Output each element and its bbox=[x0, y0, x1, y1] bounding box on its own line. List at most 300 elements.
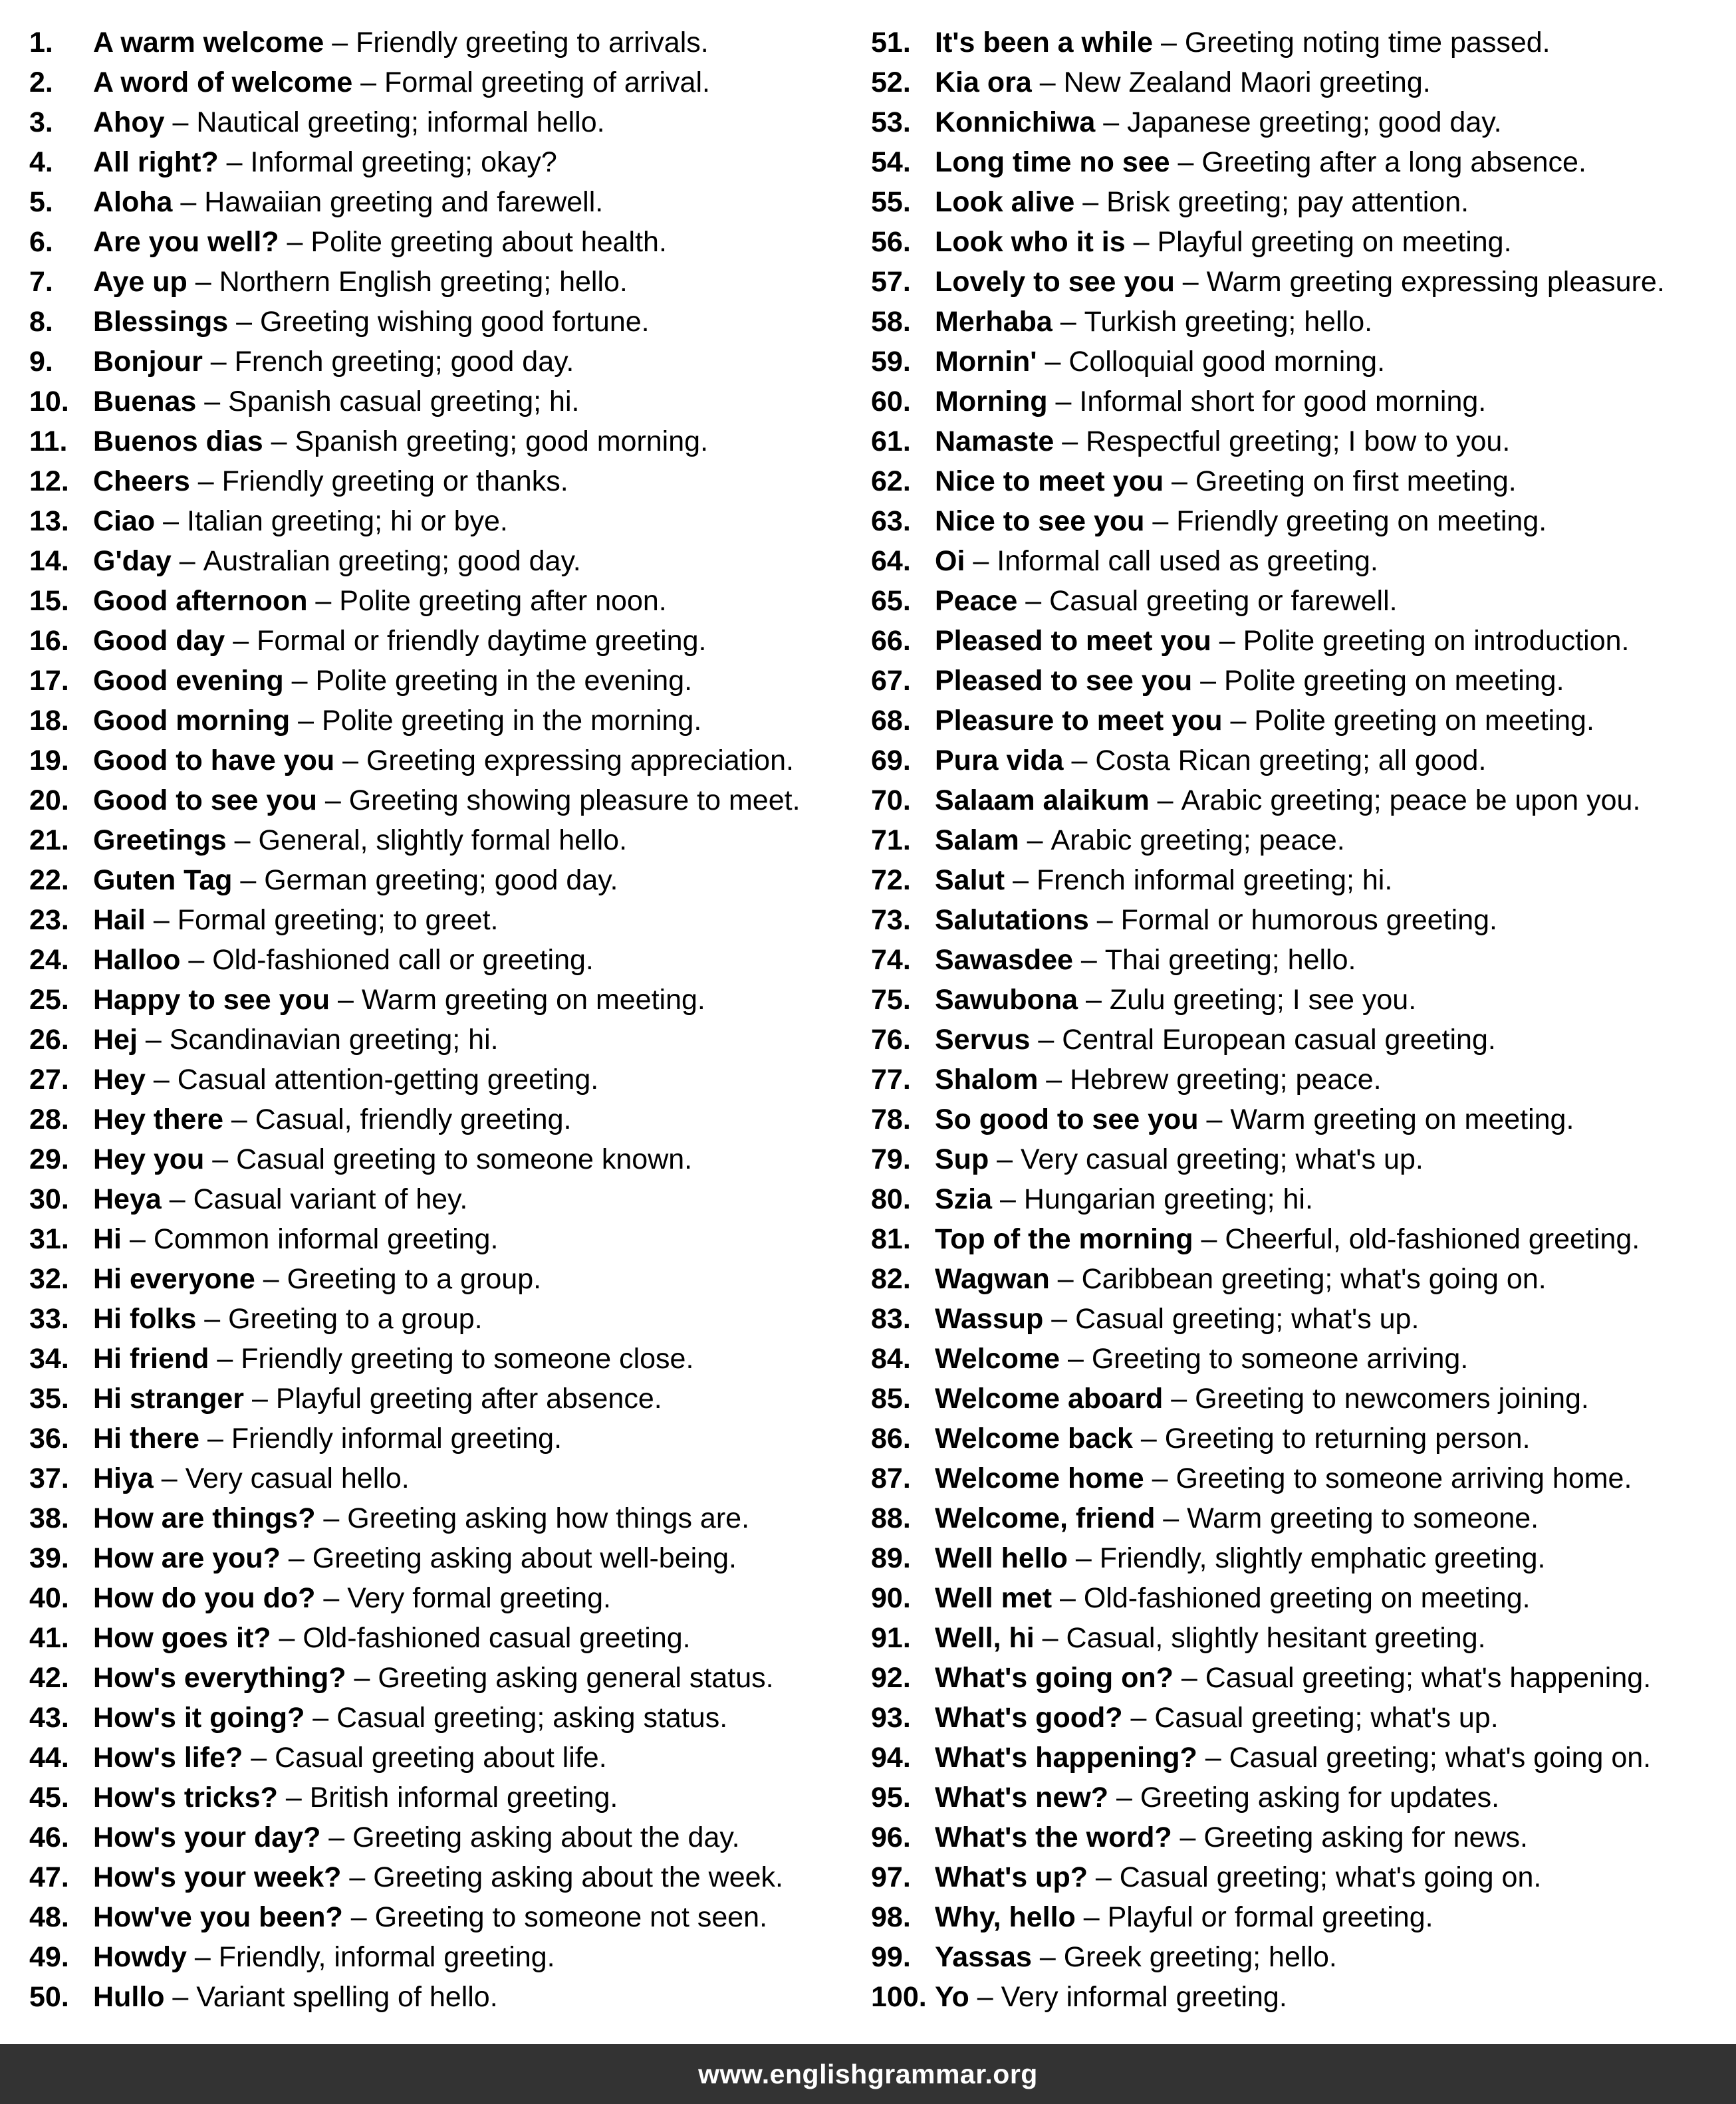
entry-separator: – bbox=[199, 1423, 231, 1455]
entry-term: Mornin' bbox=[935, 346, 1037, 378]
greeting-entry bbox=[29, 464, 854, 504]
entry-definition: Greeting to someone not seen. bbox=[374, 1901, 768, 1933]
entry-definition: Greeting asking about well-being. bbox=[312, 1542, 737, 1574]
entry-number: 54. bbox=[871, 146, 911, 178]
greeting-entry bbox=[29, 1820, 854, 1860]
entry-term: Hi there bbox=[93, 1423, 200, 1455]
greeting-entry bbox=[29, 265, 854, 304]
entry-term: How's your day? bbox=[93, 1821, 321, 1853]
entry-term: Long time no see bbox=[935, 146, 1170, 178]
entry-definition: Polite greeting on meeting. bbox=[1254, 705, 1594, 737]
greeting-entry bbox=[29, 1940, 854, 1980]
entry-definition: Greeting expressing appreciation. bbox=[366, 745, 794, 776]
greeting-entry bbox=[871, 384, 1729, 424]
entry-separator: – bbox=[232, 864, 265, 896]
entry-term: Servus bbox=[935, 1024, 1031, 1056]
entry-separator: – bbox=[1095, 106, 1128, 138]
entry-term: Hi everyone bbox=[93, 1263, 255, 1295]
greeting-entry bbox=[871, 1182, 1729, 1222]
entry-term: What's happening? bbox=[935, 1742, 1197, 1774]
greeting-entry bbox=[871, 863, 1729, 903]
entry-separator: – bbox=[1155, 1502, 1187, 1534]
greeting-entry bbox=[871, 1740, 1729, 1780]
entry-separator: – bbox=[352, 66, 385, 98]
entry-term: Guten Tag bbox=[93, 864, 233, 896]
entry-separator: – bbox=[1172, 1821, 1204, 1853]
entry-definition: Informal short for good morning. bbox=[1079, 386, 1487, 417]
entry-number: 23. bbox=[29, 904, 69, 936]
entry-separator: – bbox=[1192, 665, 1224, 697]
entry-term: How's everything? bbox=[93, 1662, 346, 1694]
entry-definition: Greeting showing pleasure to meet. bbox=[348, 784, 801, 816]
entry-number: 57. bbox=[871, 266, 911, 298]
entry-number: 11. bbox=[29, 425, 68, 457]
entry-definition: Friendly, informal greeting. bbox=[218, 1941, 555, 1973]
greeting-entry bbox=[29, 1780, 854, 1820]
entry-definition: Nautical greeting; informal hello. bbox=[196, 106, 605, 138]
entry-term: What's new? bbox=[935, 1782, 1109, 1813]
greeting-entry bbox=[29, 584, 854, 624]
entry-separator: – bbox=[1005, 864, 1037, 896]
entry-separator: – bbox=[305, 1702, 337, 1734]
entry-definition: Friendly greeting to arrivals. bbox=[356, 27, 709, 58]
greeting-entry bbox=[871, 544, 1729, 584]
entry-term: Hey you bbox=[93, 1143, 205, 1175]
entry-number: 74. bbox=[871, 944, 911, 976]
entry-number: 41. bbox=[29, 1622, 69, 1654]
entry-number: 37. bbox=[29, 1462, 69, 1494]
entry-number: 84. bbox=[871, 1343, 911, 1375]
greeting-entry bbox=[871, 185, 1729, 225]
entry-number: 82. bbox=[871, 1263, 911, 1295]
entry-term: How's life? bbox=[93, 1742, 243, 1774]
entry-number: 92. bbox=[871, 1662, 911, 1694]
greeting-entry bbox=[871, 1102, 1729, 1142]
entry-separator: – bbox=[1031, 66, 1064, 98]
greetings-column-left bbox=[29, 25, 854, 2020]
entry-definition: Casual attention-getting greeting. bbox=[177, 1064, 599, 1096]
entry-term: Namaste bbox=[935, 425, 1054, 457]
greeting-entry bbox=[871, 703, 1729, 743]
entry-term: Hail bbox=[93, 904, 146, 936]
greeting-entry bbox=[29, 1980, 854, 2020]
entry-separator: – bbox=[1144, 1462, 1176, 1494]
entry-separator: – bbox=[1019, 824, 1051, 856]
entry-definition: Friendly informal greeting. bbox=[231, 1423, 562, 1455]
entry-definition: Formal or friendly daytime greeting. bbox=[257, 625, 707, 657]
entry-number: 33. bbox=[29, 1303, 69, 1335]
greeting-entry bbox=[29, 1860, 854, 1900]
entry-definition: German greeting; good day. bbox=[264, 864, 618, 896]
entry-separator: – bbox=[1144, 505, 1177, 537]
entry-term: Howdy bbox=[93, 1941, 187, 1973]
entry-separator: – bbox=[1075, 1901, 1108, 1933]
greeting-entry bbox=[871, 304, 1729, 344]
entry-number: 50. bbox=[29, 1981, 69, 2013]
entry-term: Kia ora bbox=[935, 66, 1032, 98]
entry-definition: Australian greeting; good day. bbox=[203, 545, 581, 577]
entry-number: 36. bbox=[29, 1423, 69, 1455]
entry-number: 17. bbox=[29, 665, 69, 697]
entry-term: How've you been? bbox=[93, 1901, 343, 1933]
entry-separator: – bbox=[145, 904, 178, 936]
entry-separator: – bbox=[255, 1263, 287, 1295]
entry-definition: Greeting wishing good fortune. bbox=[259, 306, 650, 338]
entry-number: 78. bbox=[871, 1104, 911, 1135]
entry-number: 93. bbox=[871, 1702, 911, 1734]
entry-term: Merhaba bbox=[935, 306, 1053, 338]
entry-term: Look who it is bbox=[935, 226, 1126, 258]
entry-separator: – bbox=[244, 1383, 276, 1415]
greeting-entry bbox=[871, 1541, 1729, 1581]
greeting-entry bbox=[29, 1182, 854, 1222]
entry-separator: – bbox=[1122, 1702, 1155, 1734]
entry-term: Halloo bbox=[93, 944, 181, 976]
entry-term: How goes it? bbox=[93, 1622, 271, 1654]
entry-number: 44. bbox=[29, 1742, 69, 1774]
entry-number: 31. bbox=[29, 1223, 69, 1255]
greeting-entry bbox=[871, 1940, 1729, 1980]
entry-separator: – bbox=[204, 1143, 237, 1175]
entry-definition: Greeting to a group. bbox=[287, 1263, 542, 1295]
entry-definition: Casual, slightly hesitant greeting. bbox=[1066, 1622, 1486, 1654]
greeting-entry bbox=[871, 743, 1729, 783]
entry-term: Well hello bbox=[935, 1542, 1068, 1574]
entry-number: 81. bbox=[871, 1223, 911, 1255]
greeting-entry bbox=[29, 1700, 854, 1740]
entry-number: 6. bbox=[29, 226, 53, 258]
greeting-entry bbox=[29, 1062, 854, 1102]
entry-term: Salutations bbox=[935, 904, 1089, 936]
entry-term: Top of the morning bbox=[935, 1223, 1193, 1255]
entry-definition: Greeting asking how things are. bbox=[347, 1502, 750, 1534]
entry-number: 4. bbox=[29, 146, 53, 178]
entry-definition: Casual greeting to someone known. bbox=[236, 1143, 693, 1175]
entry-number: 95. bbox=[871, 1782, 911, 1813]
entry-separator: – bbox=[1031, 1941, 1064, 1973]
greeting-entry bbox=[871, 1262, 1729, 1302]
entry-separator: – bbox=[277, 1782, 310, 1813]
entry-term: Hi bbox=[93, 1223, 122, 1255]
greeting-entry bbox=[29, 424, 854, 464]
greeting-entry bbox=[871, 1342, 1729, 1381]
entry-term: How are you? bbox=[93, 1542, 281, 1574]
entry-number: 20. bbox=[29, 784, 69, 816]
greeting-entry bbox=[29, 1262, 854, 1302]
entry-definition: Friendly, slightly emphatic greeting. bbox=[1099, 1542, 1546, 1574]
entry-number: 94. bbox=[871, 1742, 911, 1774]
entry-definition: Hawaiian greeting and farewell. bbox=[204, 186, 604, 218]
entry-separator: – bbox=[320, 1821, 353, 1853]
entry-number: 45. bbox=[29, 1782, 69, 1813]
entry-number: 76. bbox=[871, 1024, 911, 1056]
greeting-entry bbox=[871, 344, 1729, 384]
entry-definition: Cheerful, old-fashioned greeting. bbox=[1225, 1223, 1640, 1255]
entry-number: 7. bbox=[29, 266, 53, 298]
entry-separator: – bbox=[145, 1064, 178, 1096]
entry-definition: Very casual hello. bbox=[185, 1462, 410, 1494]
greeting-entry bbox=[29, 983, 854, 1022]
entry-number: 27. bbox=[29, 1064, 69, 1096]
entry-separator: – bbox=[1088, 904, 1121, 936]
entry-term: Hiya bbox=[93, 1462, 154, 1494]
entry-definition: Formal greeting of arrival. bbox=[384, 66, 710, 98]
entry-definition: Casual, friendly greeting. bbox=[255, 1104, 572, 1135]
entry-definition: Warm greeting to someone. bbox=[1187, 1502, 1539, 1534]
greeting-entry bbox=[871, 1661, 1729, 1700]
entry-number: 99. bbox=[871, 1941, 911, 1973]
greeting-entry bbox=[871, 1461, 1729, 1501]
entry-separator: – bbox=[283, 665, 316, 697]
entry-term: How do you do? bbox=[93, 1582, 316, 1614]
entry-definition: Greek greeting; hello. bbox=[1063, 1941, 1337, 1973]
entry-separator: – bbox=[1030, 1024, 1062, 1056]
entry-separator: – bbox=[1060, 1343, 1092, 1375]
entry-separator: – bbox=[290, 705, 322, 737]
entry-definition: Polite greeting in the morning. bbox=[321, 705, 702, 737]
greetings-column-right bbox=[871, 25, 1729, 2020]
entry-term: Pleasure to meet you bbox=[935, 705, 1223, 737]
entry-definition: Polite greeting on meeting. bbox=[1223, 665, 1564, 697]
entry-term: How's it going? bbox=[93, 1702, 305, 1734]
entry-separator: – bbox=[316, 784, 349, 816]
entry-separator: – bbox=[334, 745, 366, 776]
greeting-entry bbox=[871, 1700, 1729, 1740]
entry-term: Buenos dias bbox=[93, 425, 263, 457]
entry-term: Hullo bbox=[93, 1981, 165, 2013]
entry-definition: Old-fashioned greeting on meeting. bbox=[1083, 1582, 1531, 1614]
entry-term: What's good? bbox=[935, 1702, 1123, 1734]
greeting-entry bbox=[29, 344, 854, 384]
entry-number: 87. bbox=[871, 1462, 911, 1494]
greeting-entry bbox=[871, 1022, 1729, 1062]
entry-separator: – bbox=[279, 226, 311, 258]
entry-separator: – bbox=[1149, 784, 1181, 816]
entry-definition: Casual greeting about life. bbox=[275, 1742, 607, 1774]
entry-definition: Thai greeting; hello. bbox=[1104, 944, 1356, 976]
entry-separator: – bbox=[1164, 465, 1195, 497]
entry-term: All right? bbox=[93, 146, 219, 178]
greeting-entry bbox=[29, 1541, 854, 1581]
greeting-entry bbox=[29, 663, 854, 703]
entry-separator: – bbox=[1132, 1423, 1165, 1455]
entry-number: 61. bbox=[871, 425, 911, 457]
greeting-entry bbox=[871, 1581, 1729, 1621]
entry-number: 75. bbox=[871, 984, 911, 1016]
entry-separator: – bbox=[1067, 1542, 1100, 1574]
entry-term: Shalom bbox=[935, 1064, 1039, 1096]
entry-separator: – bbox=[196, 386, 229, 417]
entry-definition: Greeting to a group. bbox=[228, 1303, 483, 1335]
entry-term: Sawubona bbox=[935, 984, 1078, 1016]
entry-number: 86. bbox=[871, 1423, 911, 1455]
entry-number: 16. bbox=[29, 625, 69, 657]
entry-separator: – bbox=[1174, 266, 1207, 298]
entry-separator: – bbox=[202, 346, 235, 378]
greeting-entry bbox=[871, 1900, 1729, 1940]
entry-term: Pleased to meet you bbox=[935, 625, 1211, 657]
entry-definition: Friendly greeting to someone close. bbox=[241, 1343, 694, 1375]
entry-number: 21. bbox=[29, 824, 69, 856]
entry-definition: Greeting asking about the week. bbox=[373, 1861, 783, 1893]
entry-separator: – bbox=[226, 824, 259, 856]
entry-separator: – bbox=[1037, 346, 1069, 378]
entry-definition: New Zealand Maori greeting. bbox=[1063, 66, 1431, 98]
greeting-entry bbox=[29, 1342, 854, 1381]
entry-number: 77. bbox=[871, 1064, 911, 1096]
greeting-entry bbox=[871, 823, 1729, 863]
entry-separator: – bbox=[161, 1183, 193, 1215]
entry-number: 24. bbox=[29, 944, 69, 976]
entry-number: 58. bbox=[871, 306, 911, 338]
entry-separator: – bbox=[228, 306, 260, 338]
entry-separator: – bbox=[153, 1462, 186, 1494]
entry-term: What's the word? bbox=[935, 1821, 1172, 1853]
entry-definition: Spanish casual greeting; hi. bbox=[228, 386, 580, 417]
entry-term: Welcome back bbox=[935, 1423, 1133, 1455]
entry-number: 49. bbox=[29, 1941, 69, 1973]
greeting-entry bbox=[29, 1461, 854, 1501]
entry-number: 62. bbox=[871, 465, 911, 497]
entry-separator: – bbox=[1087, 1861, 1120, 1893]
greeting-entry bbox=[871, 1820, 1729, 1860]
entry-definition: Polite greeting after noon. bbox=[339, 585, 667, 617]
entry-term: Nice to see you bbox=[935, 505, 1145, 537]
entry-term: Greetings bbox=[93, 824, 227, 856]
entry-number: 32. bbox=[29, 1263, 69, 1295]
entry-definition: Warm greeting on meeting. bbox=[1230, 1104, 1574, 1135]
entry-separator: – bbox=[172, 186, 205, 218]
entry-definition: Greeting asking for updates. bbox=[1140, 1782, 1500, 1813]
entry-definition: Very informal greeting. bbox=[1001, 1981, 1287, 2013]
entry-separator: – bbox=[1193, 1223, 1225, 1255]
entry-separator: – bbox=[225, 625, 257, 657]
entry-number: 43. bbox=[29, 1702, 69, 1734]
entry-separator: – bbox=[271, 1622, 303, 1654]
entry-definition: Greeting to someone arriving home. bbox=[1176, 1462, 1632, 1494]
entry-term: Cheers bbox=[93, 465, 190, 497]
entry-number: 9. bbox=[29, 346, 53, 378]
greeting-entry bbox=[29, 1022, 854, 1062]
entry-term: Morning bbox=[935, 386, 1048, 417]
greeting-entry bbox=[29, 624, 854, 663]
entry-term: Hi folks bbox=[93, 1303, 197, 1335]
entry-number: 25. bbox=[29, 984, 69, 1016]
entry-separator: – bbox=[1222, 705, 1255, 737]
entry-separator: – bbox=[189, 465, 222, 497]
greeting-entry bbox=[29, 105, 854, 145]
entry-number: 34. bbox=[29, 1343, 69, 1375]
entry-separator: – bbox=[1108, 1782, 1140, 1813]
entry-number: 63. bbox=[871, 505, 911, 537]
greeting-entry bbox=[871, 1980, 1729, 2020]
entry-number: 55. bbox=[871, 186, 911, 218]
greeting-entry bbox=[29, 863, 854, 903]
entry-number: 85. bbox=[871, 1383, 911, 1415]
entry-separator: – bbox=[164, 106, 197, 138]
entry-separator: – bbox=[171, 545, 203, 577]
entry-definition: Casual variant of hey. bbox=[193, 1183, 468, 1215]
greeting-entry bbox=[29, 185, 854, 225]
entry-number: 98. bbox=[871, 1901, 911, 1933]
greeting-entry bbox=[871, 1142, 1729, 1182]
entry-separator: – bbox=[223, 1104, 255, 1135]
entry-number: 56. bbox=[871, 226, 911, 258]
entry-definition: Polite greeting on introduction. bbox=[1243, 625, 1630, 657]
greeting-entry bbox=[29, 504, 854, 544]
greeting-entry bbox=[29, 1421, 854, 1461]
entry-term: Good afternoon bbox=[93, 585, 308, 617]
greeting-entry bbox=[29, 703, 854, 743]
entry-number: 39. bbox=[29, 1542, 69, 1574]
entry-term: Sawasdee bbox=[935, 944, 1073, 976]
entry-separator: – bbox=[1211, 625, 1243, 657]
entry-number: 5. bbox=[29, 186, 53, 218]
greeting-entry bbox=[29, 943, 854, 983]
entry-separator: – bbox=[1017, 585, 1050, 617]
entry-separator: – bbox=[1163, 1383, 1195, 1415]
greeting-entry bbox=[871, 1062, 1729, 1102]
greeting-entry bbox=[871, 25, 1729, 65]
entry-definition: Greeting to newcomers joining. bbox=[1195, 1383, 1589, 1415]
greeting-entry bbox=[29, 1381, 854, 1421]
entry-definition: Arabic greeting; peace be upon you. bbox=[1181, 784, 1641, 816]
entry-separator: – bbox=[1197, 1742, 1229, 1774]
greeting-entry bbox=[29, 1740, 854, 1780]
entry-definition: Playful greeting after absence. bbox=[275, 1383, 662, 1415]
entry-definition: Variant spelling of hello. bbox=[196, 1981, 498, 2013]
greeting-entry bbox=[29, 1621, 854, 1661]
entry-term: Yassas bbox=[935, 1941, 1032, 1973]
entry-separator: – bbox=[1063, 745, 1096, 776]
entry-number: 79. bbox=[871, 1143, 911, 1175]
greeting-entry bbox=[871, 983, 1729, 1022]
entry-term: Well, hi bbox=[935, 1622, 1035, 1654]
entry-number: 47. bbox=[29, 1861, 69, 1893]
entry-term: Good evening bbox=[93, 665, 284, 697]
entry-number: 96. bbox=[871, 1821, 911, 1853]
greeting-entry bbox=[29, 1661, 854, 1700]
entry-definition: Central European casual greeting. bbox=[1062, 1024, 1496, 1056]
entry-definition: Arabic greeting; peace. bbox=[1051, 824, 1345, 856]
greeting-entry bbox=[29, 1302, 854, 1342]
greeting-entry bbox=[871, 145, 1729, 185]
entry-number: 19. bbox=[29, 745, 69, 776]
greeting-entry bbox=[871, 1860, 1729, 1900]
entry-term: Salaam alaikum bbox=[935, 784, 1150, 816]
greeting-entry bbox=[871, 903, 1729, 943]
entry-separator: – bbox=[164, 1981, 197, 2013]
footer-website: www.englishgrammar.org bbox=[698, 2058, 1038, 2089]
entry-term: Wassup bbox=[935, 1303, 1044, 1335]
greeting-entry bbox=[29, 225, 854, 265]
entry-separator: – bbox=[1153, 27, 1185, 58]
entry-definition: Hebrew greeting; peace. bbox=[1070, 1064, 1382, 1096]
entry-separator: – bbox=[989, 1143, 1021, 1175]
entry-term: Happy to see you bbox=[93, 984, 330, 1016]
entry-number: 90. bbox=[871, 1582, 911, 1614]
entry-number: 83. bbox=[871, 1303, 911, 1335]
footer-bar bbox=[0, 2044, 1736, 2104]
entry-definition: French greeting; good day. bbox=[234, 346, 574, 378]
greeting-entry bbox=[871, 1421, 1729, 1461]
greeting-entry bbox=[871, 225, 1729, 265]
entry-definition: Greeting asking about the day. bbox=[352, 1821, 740, 1853]
greeting-entry bbox=[29, 1222, 854, 1262]
entry-separator: – bbox=[180, 944, 213, 976]
entry-definition: Friendly greeting on meeting. bbox=[1176, 505, 1547, 537]
entry-number: 8. bbox=[29, 306, 53, 338]
